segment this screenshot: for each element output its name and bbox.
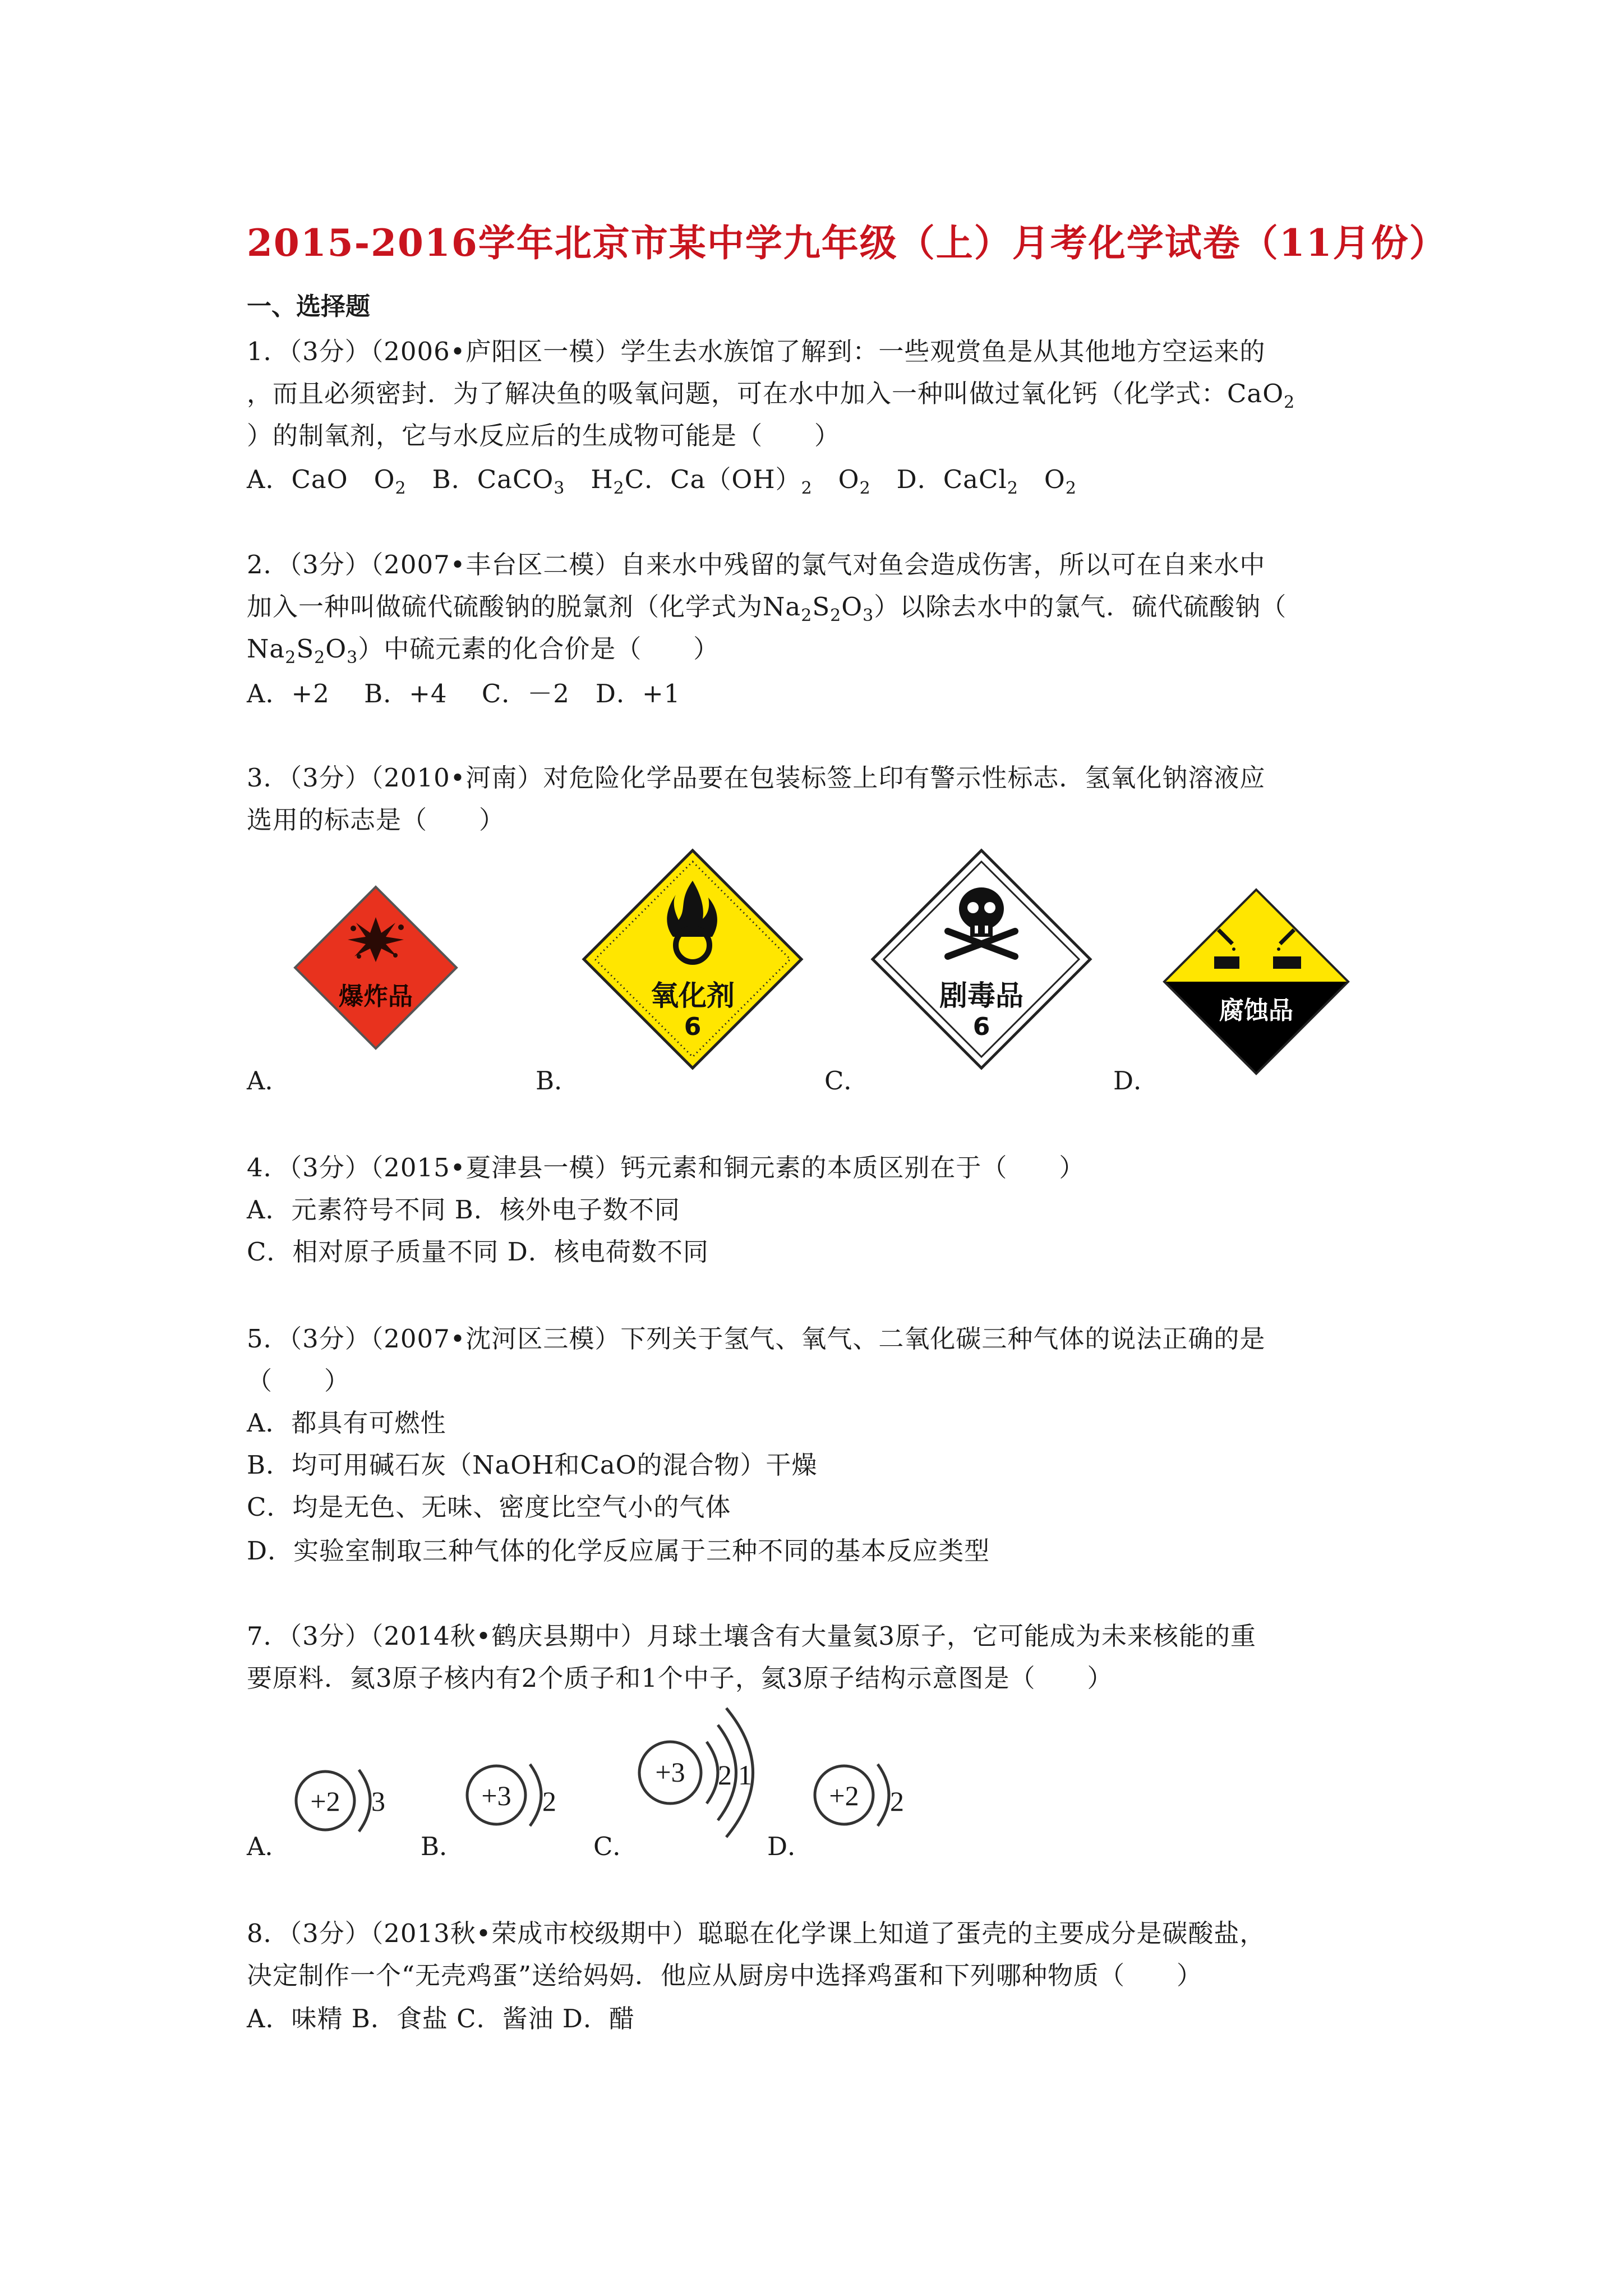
explosive-sign-label: 爆炸品 (339, 982, 413, 1011)
q7-line-1: 7．（3分）（2014秋•鹤庆县期中）月球土壤含有大量氦3原子，它可能成为未来核能的重 (247, 1621, 1256, 1651)
atom-d-nucleus: +2 (829, 1780, 859, 1811)
atom-a-electrons: 3 (371, 1786, 385, 1817)
q1-line-3: ）的制氧剂，它与水反应后的生成物可能是（ ） (247, 421, 841, 450)
q8-line-1: 8．（3分）（2013秋•荣成市校级期中）聪聪在化学课上知道了蛋壳的主要成分是碳酸盐， (247, 1918, 1266, 1948)
oxidizer-class-number: 6 (684, 1013, 702, 1041)
q7-option-b-label: B． (421, 1832, 465, 1861)
q7-option-d-label: D． (767, 1832, 813, 1861)
q7-line-2: 要原料．氦3原子核内有2个质子和1个中子，氦3原子结构示意图是（ ） (247, 1663, 1113, 1693)
page-title: 2015-2016学年北京市某中学九年级（上）月考化学试卷（11月份） (247, 221, 1447, 265)
q5-line-5: C．均是无色、无味、密度比空气小的气体 (247, 1492, 731, 1522)
q4-line-2: A．元素符号不同 B．核外电子数不同 (247, 1195, 680, 1225)
toxic-sign-icon (869, 847, 1094, 1071)
q3-option-a-label: A． (247, 1066, 291, 1096)
q2-line-3: $Na_2S_2O_3$）中硫元素的化合价是（ ） (247, 634, 720, 668)
q5-line-6: D．实验室制取三种气体的化学反应属于三种不同的基本反应类型 (247, 1536, 990, 1566)
explosive-sign-icon (292, 884, 460, 1052)
section-heading: 一、选择题 (247, 292, 370, 321)
q7-option-c-label: C． (593, 1832, 638, 1861)
q1-options: A．CaO $O_2$ B．CaCO$_3$ $H_2C$．$Ca(OH)_2$ $O_2$ D．CaCl$_2$ $O_2$ (247, 464, 1077, 498)
atom-diagram-d (810, 1739, 923, 1851)
q3-option-c-label: C． (824, 1066, 869, 1096)
q5-line-1: 5．（3分）（2007•沈河区三模）下列关于氢气、氧气、二氧化碳三种气体的说法正确的是 (247, 1324, 1266, 1354)
oxidizer-sign-icon (580, 847, 805, 1071)
q5-line-4: B．均可用碱石灰（NaOH和CaO的混合物）干燥 (247, 1450, 818, 1480)
atom-c-electrons-1: 2 (718, 1759, 732, 1791)
atom-b-electrons: 2 (542, 1786, 556, 1817)
q3-line-1: 3．（3分）（2010•河南）对危险化学品要在包装标签上印有警示性标志．氢氧化钠溶液应 (247, 763, 1266, 793)
q4-line-1: 4．（3分）（2015•夏津县一模）钙元素和铜元素的本质区别在于（ ） (247, 1153, 1085, 1182)
toxic-sign-label: 剧毒品 (939, 979, 1023, 1012)
atom-a-nucleus: +2 (310, 1786, 340, 1817)
q5-line-2: （ ） (247, 1366, 351, 1396)
q2-line-2: 加入一种叫做硫代硫酸钠的脱氯剂（化学式为$Na_2S_2O_3$）以除去水中的氯气．硫代硫酸钠（ (247, 592, 1287, 625)
q3-option-d-label: D． (1113, 1066, 1159, 1096)
q3-option-b-label: B． (536, 1066, 580, 1096)
q7-option-a-label: A． (247, 1832, 291, 1861)
atom-b-nucleus: +3 (481, 1780, 511, 1811)
q2-options: A．+2 B．+4 C．－2 D．+1 (247, 679, 681, 708)
atom-c-electrons-2: 1 (738, 1759, 752, 1791)
q2-line-1: 2．（3分）（2007•丰台区二模）自来水中残留的氯气对鱼会造成伤害，所以可在自来水中 (247, 550, 1266, 579)
q4-line-3: C．相对原子质量不同 D．核电荷数不同 (247, 1237, 709, 1267)
corrosive-sign-icon (1161, 886, 1352, 1077)
q1-line-2: ，而且必须密封．为了解决鱼的吸氧问题，可在水中加入一种叫做过氧化钙（化学式：CaO$_2$ (247, 379, 1295, 412)
atom-d-electrons: 2 (890, 1786, 904, 1817)
atom-c-nucleus: +3 (655, 1756, 685, 1788)
q5-line-3: A．都具有可燃性 (247, 1408, 446, 1438)
toxic-class-number: 6 (972, 1013, 990, 1041)
atom-diagram-a (292, 1745, 404, 1857)
q8-line-3: A．味精 B．食盐 C．酱油 D．醋 (247, 2004, 635, 2033)
q3-line-2: 选用的标志是（ ） (247, 805, 505, 835)
corrosive-sign-label: 腐蚀品 (1219, 996, 1293, 1025)
atom-diagram-b (463, 1739, 575, 1851)
q1-line-1: 1．（3分）（2006•庐阳区一模）学生去水族馆了解到：一些观赏鱼是从其他地方空运来的 (247, 337, 1266, 366)
oxidizer-sign-label: 氧化剂 (651, 979, 735, 1012)
q8-line-2: 决定制作一个“无壳鸡蛋”送给妈妈．他应从厨房中选择鸡蛋和下列哪种物质（ ） (247, 1961, 1203, 1990)
